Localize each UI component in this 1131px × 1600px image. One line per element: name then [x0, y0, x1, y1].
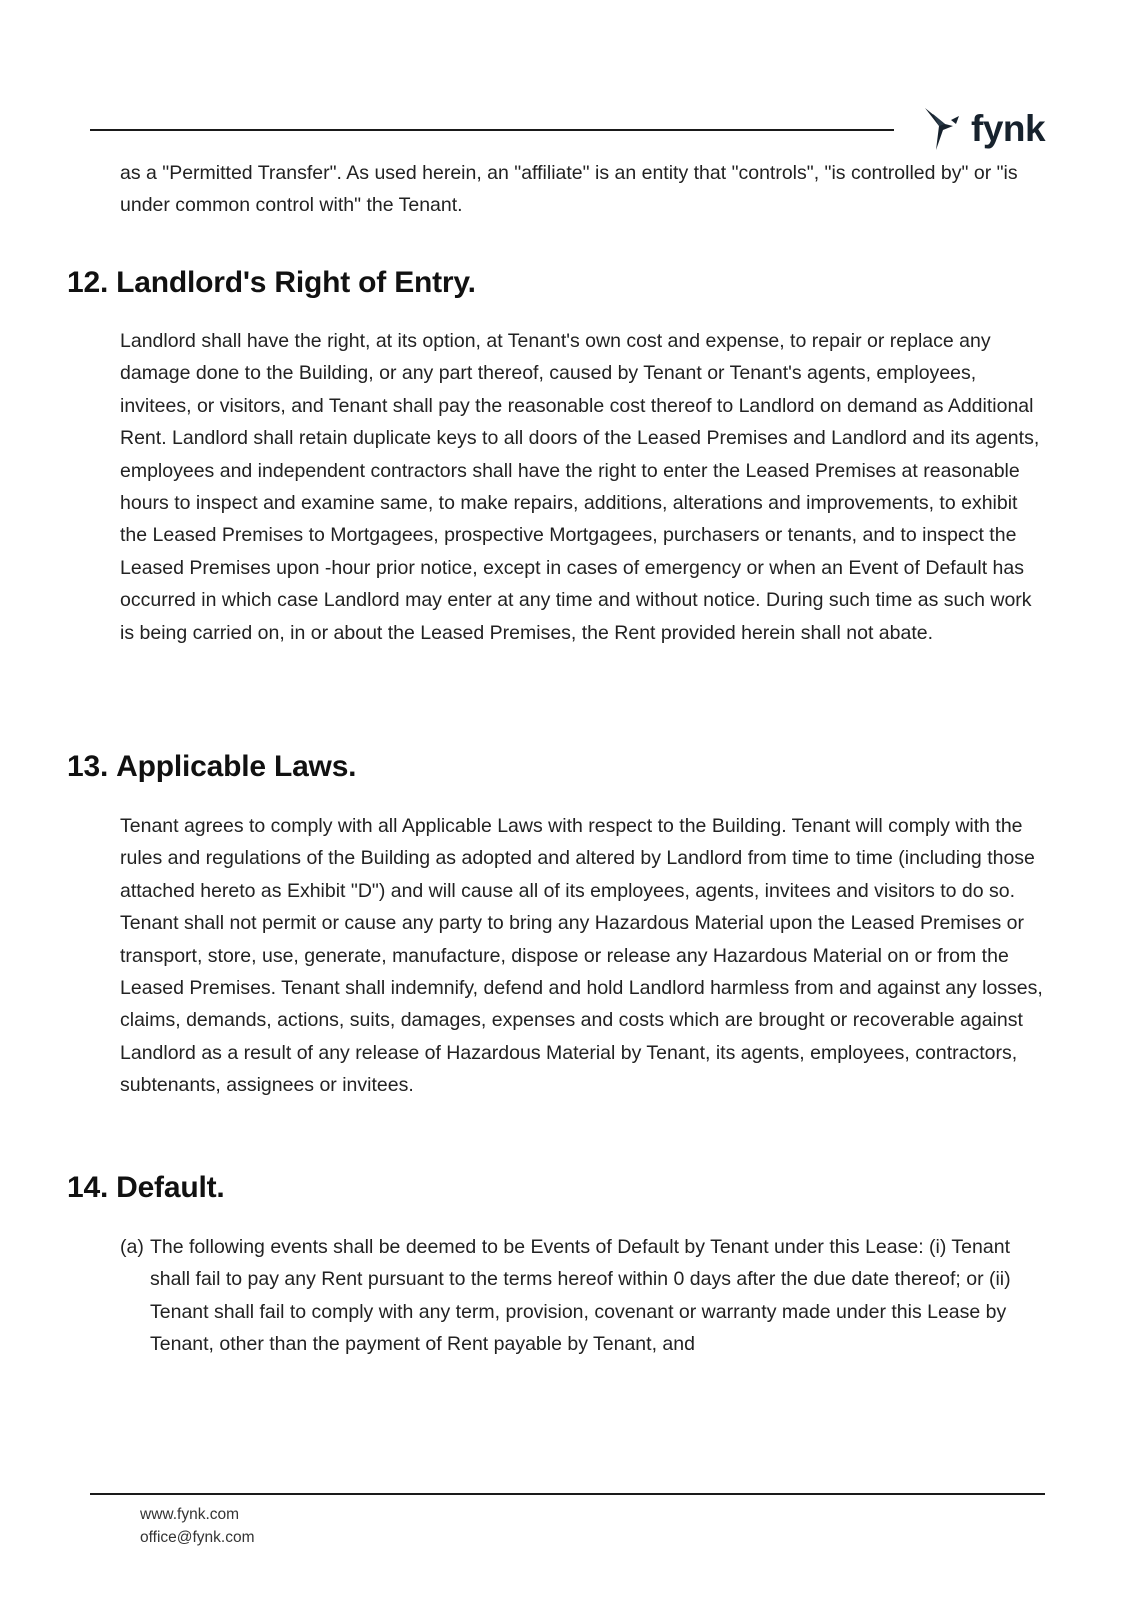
section-12-paragraph: Landlord shall have the right, at its option, at Tenant's own cost and expense, to repair or replace any damage done to the Building, or any part thereof, caused by Tenant or Tenant's agents, employees, invitees, or visitors, and Tenant shall pay the reasonable cost thereof to Landlord on demand as Additional Rent. Landlord shall retain duplicate keys to all doors of the Leased Premises and Landlord and its agents, employees and independent contractors shall have the right to enter the Leased Premises at reasonable hours to inspect and examine same, to make repairs, additions, alterations and improvements, to exhibit the Leased Premises to Mortgagees, prospective Mortgagees, purchasers or tenants, and to inspect the Leased Premises upon -hour prior notice, except in cases of emergency or when an Event of Default has occurred in which case Landlord may enter at any time and without notice. During such time as such work is being carried on, in or about the Leased Premises, the Rent provided herein shall not abate. [120, 330, 1040, 644]
footer-divider [90, 1493, 1045, 1495]
section-13-title: Applicable Laws. [116, 750, 357, 783]
footer-contact [140, 1503, 255, 1549]
section-14-number: 14. [67, 1171, 109, 1204]
brand-name: fynk [971, 107, 1046, 149]
header-divider [90, 129, 894, 131]
footer-website-link[interactable]: www.fynk.com [140, 1506, 240, 1523]
section-12-number: 12. [67, 266, 109, 299]
list-marker: (a) [120, 1236, 144, 1258]
section-13-paragraph: Tenant agrees to comply with all Applicable Laws with respect to the Building. Tenant will comply with the rules and regulations of the Building as adopted and altered by Landlord from time to time (including those attached hereto as Exhibit "D") and will cause all of its employees, agents, invitees and visitors to do so. Tenant shall not permit or cause any party to bring any Hazardous Material upon the Leased Premises or transport, store, use, generate, manufacture, dispose or release any Hazardous Material on or from the Leased Premises. Tenant shall indemnify, defend and hold Landlord harmless from and against any losses, claims, demands, actions, suits, damages, expenses and costs which are brought or recoverable against Landlord as a result of any release of Hazardous Material by Tenant, its agents, employees, contractors, subtenants, assignees or invitees. [120, 815, 1043, 1097]
footer-email-link[interactable]: office@fynk.com [140, 1529, 255, 1546]
list-item-text: The following events shall be deemed to be Events of Default by Tenant under this Lease: (i) Tenant shall fail to pay any Rent pursuant to the terms hereof within 0 days after the due date thereof; or (ii) Tenant shall fail to comply with any term, provision, covenant or warranty made under this Lease by Tenant, other than the payment of Rent payable by Tenant, and [150, 1236, 1011, 1356]
section-12-heading [67, 265, 476, 301]
section-14-title: Default. [116, 1171, 225, 1204]
brand-logo [921, 104, 1051, 156]
fynk-bird-logo-icon [921, 106, 967, 154]
section-12-title: Landlord's Right of Entry. [116, 266, 476, 299]
section-13-heading [67, 749, 356, 785]
section-13-number: 13. [67, 750, 109, 783]
section-14-item-a [120, 1231, 1050, 1361]
section-14-heading [67, 1170, 225, 1206]
intro-continuation-paragraph: as a "Permitted Transfer". As used herein, an "affiliate" is an entity that "controls", "is controlled by" or "is under common control with" the Tenant. [120, 162, 1018, 217]
